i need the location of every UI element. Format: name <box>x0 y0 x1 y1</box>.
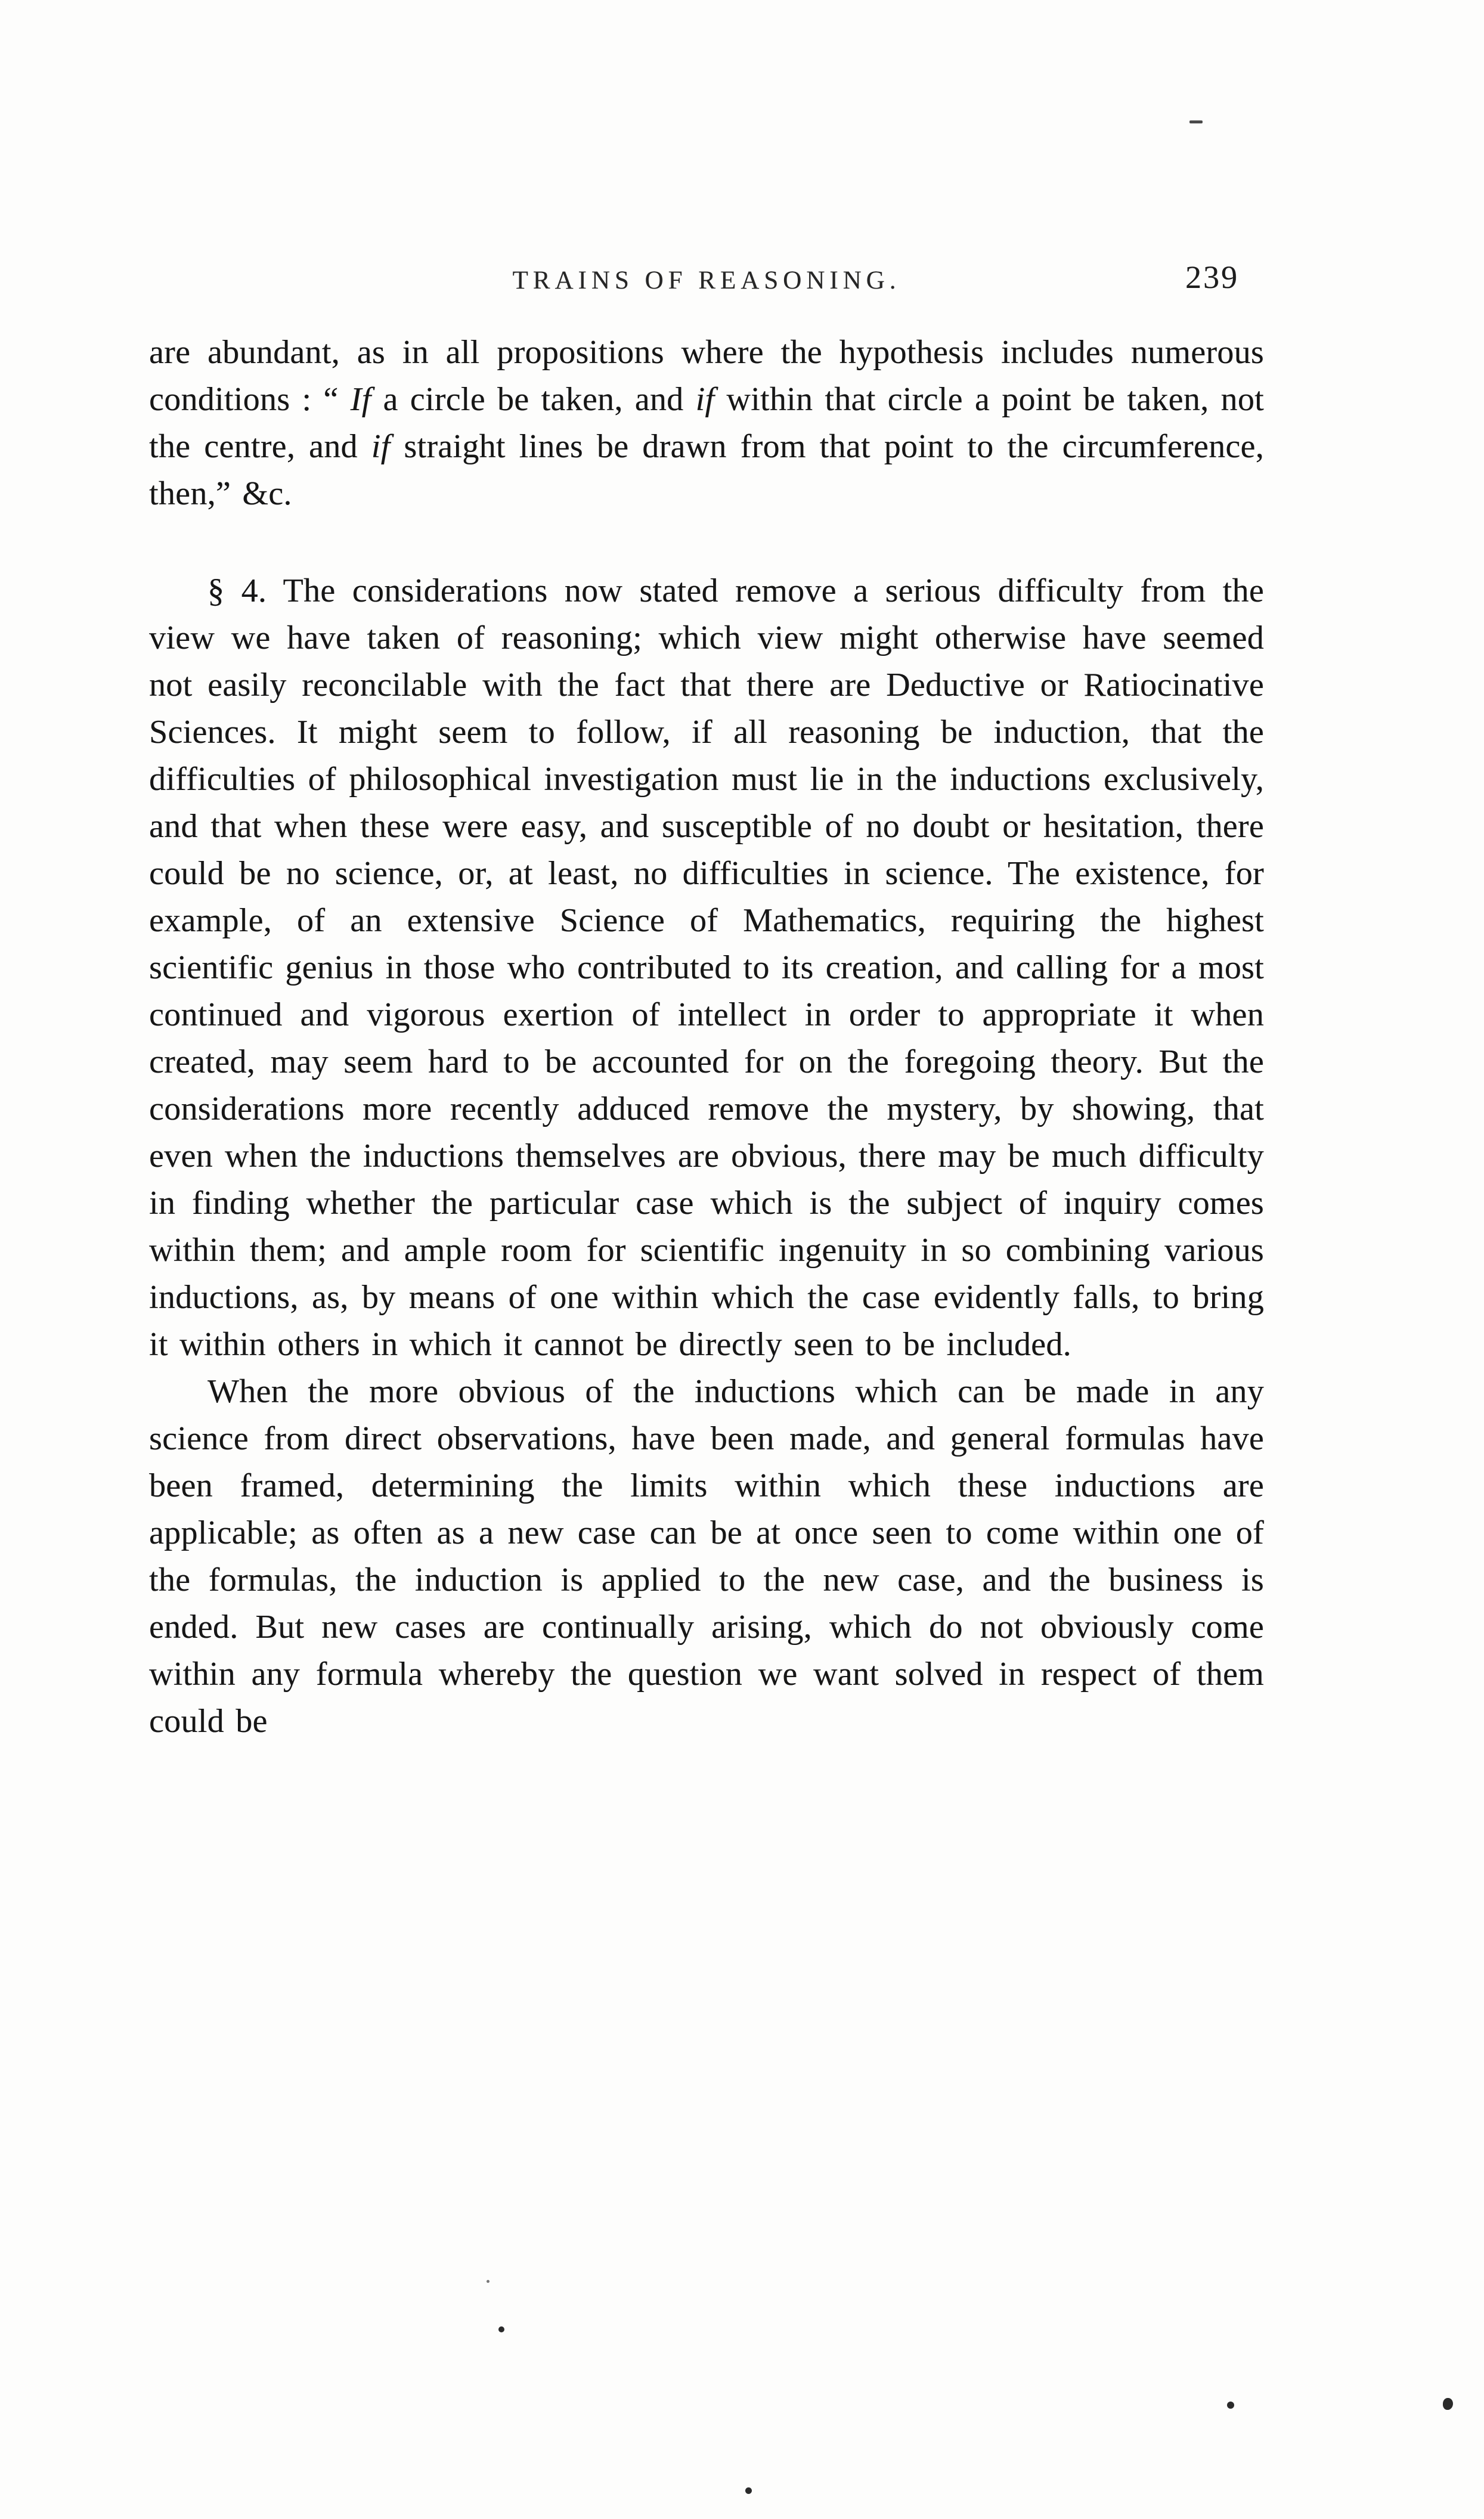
italic-text: if <box>371 428 391 465</box>
scan-speck <box>487 2280 489 2283</box>
page-number: 239 <box>1185 259 1239 295</box>
scan-mark-dash <box>1189 120 1203 123</box>
paragraph-text: straight lines be drawn from that point to the circumference, then,” &c. <box>149 428 1264 512</box>
scan-speck <box>1443 2398 1453 2410</box>
scan-speck <box>1227 2402 1234 2409</box>
page-header <box>149 259 1264 304</box>
text-block <box>149 329 1264 1745</box>
paragraph-section-4: § 4. The considerations now stated remove a serious difficulty from the view we have taken of reasoning; which view might otherwise have seemed not easily reconcilable with the fact that there are Deductive or Ratiocinative Sciences. It might seem to follow, if all reasoning be induction, that the difficulties of philosophical investigation must lie in the inductions exclusively, and that when these were easy, and susceptible of no doubt or hesitation, there could be no science, or, at least, no difficulties in science. The existence, for example, of an extensive Science of Mathematics, requiring the highest scientific genius in those who contributed to its creation, and calling for a most continued and vigorous exertion of intellect in order to appropriate it when created, may seem hard to be accounted for on the foregoing theory. But the considerations more recently adduced remove the mystery, by showing, that even when the inductions themselves are obvious, there may be much difficulty in finding whether the particular case which is the subject of inquiry comes within them; and ample room for scientific ingenuity in so combining various inductions, as, by means of one within which the case evidently falls, to bring it within others in which it cannot be directly seen to be included. <box>149 572 1264 1363</box>
italic-text: if <box>695 381 715 418</box>
paragraph-text: a circle be taken, and <box>371 381 696 418</box>
paragraph: When the more obvious of the inductions which can be made in any science from direct observations, have been made, and general formulas have been framed, determining the limits within which these inductions are applicable; as often as a new case can be at once seen to come within one of the formulas, the induction is applied to the new case, and the business is ended. But new cases are continually arising, which do not obviously come within any formula whereby the question we want solved in respect of them could be <box>149 1373 1264 1740</box>
italic-text: If <box>350 381 371 418</box>
paragraph-continuation <box>149 329 1264 518</box>
running-title: TRAINS OF REASONING. <box>512 267 901 295</box>
paragraph-text: are abundant, as in all propositions where the hypothesis includes numerous conditions : “ <box>149 334 1264 418</box>
scan-speck <box>498 2326 504 2332</box>
paragraph-text: within that circle a point be taken, not the centre, and <box>149 381 1264 465</box>
scan-speck <box>745 2487 752 2494</box>
